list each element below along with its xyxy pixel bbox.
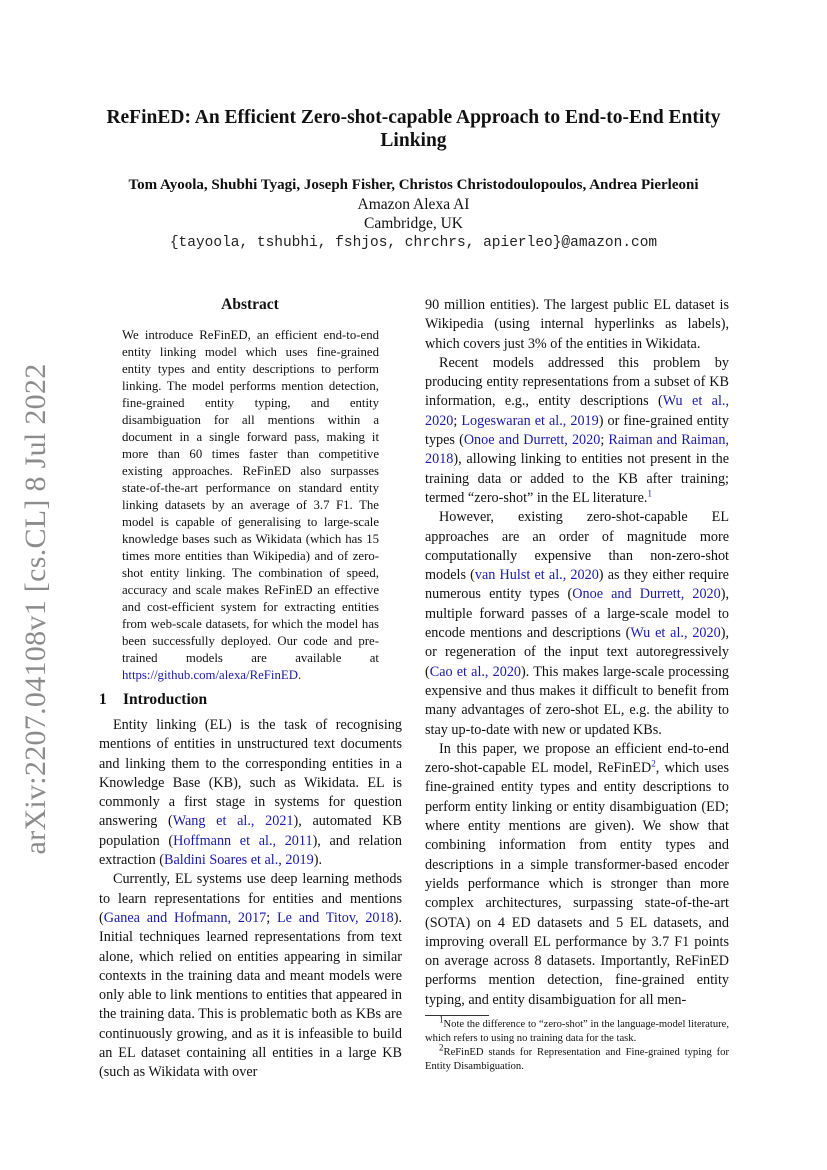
footnote-mark: 2 bbox=[439, 1042, 444, 1053]
abstract-body bbox=[122, 327, 379, 684]
abstract-text: We introduce ReFinED, an efficient end-to-end entity linking model which uses fine-grained entity types and entity descriptions to perform linking. The model performs mention detection, fine-grained entity typing, and entity disambiguation for all mentions within a document in a single forward pass, making it more than 60 times faster than competitive existing approaches. ReFinED also surpasses state-of-the-art performance on standard entity linking datasets by an average of 3.7 F1. The model is capable of generalising to large-scale knowledge bases such as Wikidata (which has 15 times more entities than Wikipedia) and of zero-shot entity linking. The combination of speed, accuracy and scale makes ReFinED an effective and cost-efficient system for extracting entities from web-scale datasets, for which the model has been successfully deployed. Our code and pre-trained models are available at bbox=[122, 328, 379, 665]
left-column bbox=[99, 716, 402, 1083]
citation-link[interactable]: Wu et al., 2020 bbox=[425, 393, 729, 429]
section-number: 1 bbox=[99, 691, 107, 708]
abstract-heading: Abstract bbox=[221, 296, 279, 313]
footnote-text: Note the difference to “zero-shot” in the language-model literature, which refers to using no training data for the task. bbox=[425, 1019, 729, 1044]
text-span: ), multiple forward passes of a large-scale model to encode mentions and descriptions ( bbox=[425, 586, 730, 642]
affiliation-org: Amazon Alexa AI bbox=[357, 196, 470, 213]
text-span: ), allowing linking to entities not present in the training data or added to the KB after training; termed “zero-shot” in the EL literature. bbox=[425, 451, 729, 506]
citation-link[interactable]: Wu et al., 2020 bbox=[630, 625, 721, 642]
text-span: Entity linking (EL) is the task of recognising mentions of entities in unstructured text documents and linking them to the corresponding entities in a Knowledge Base (KB), such as Wikidata. EL is commonly a first stage in systems for question answering ( bbox=[99, 717, 402, 830]
intro-paragraph-3: 90 million entities). The largest public EL dataset is Wikipedia (using internal hyperlinks as labels), which covers just 3% of the entities in Wikidata. bbox=[425, 297, 729, 352]
text-span: ). bbox=[313, 852, 323, 869]
text-span: ; bbox=[453, 412, 462, 429]
text-span: ). Initial techniques learned representations from text alone, which relied on entities appearing in similar contexts in the training data and meant models were only able to link mentions to entities that appeared in the training data. This is problematic both as KBs are continuously growing, and as it is infeasible to build an EL dataset containing all entities in a large KB (such as Wikidata with over bbox=[99, 909, 402, 1081]
text-span: , which uses fine-grained entity types and entity descriptions to perform entity linking or entity disambiguation (ED; where entity mentions are given). We show that combining information from entity types and descriptions in a simple transformer-based encoder yields performance which is stronger than more complex architectures, surpassing state-of-the-art (SOTA) on 4 ED datasets and 5 EL datasets, and improving overall EL performance by 3.7 F1 points on average across 8 datasets. Importantly, ReFinED performs mention detection, fine-grained entity typing, and entity disambiguation for all men- bbox=[425, 760, 729, 1008]
text-span: ), automated KB population ( bbox=[99, 813, 402, 849]
citation-link[interactable]: Onoe and Durrett, 2020 bbox=[572, 586, 721, 603]
right-column bbox=[425, 296, 729, 1010]
text-span: In this paper, we propose an efficient end-to-end zero-shot-capable EL model, ReFinED bbox=[425, 740, 729, 777]
text-span: Currently, EL systems use deep learning methods to learn representations for entities and mentions ( bbox=[99, 871, 402, 926]
footnote-ref-1[interactable]: 1 bbox=[647, 488, 652, 499]
text-span: ) or fine-grained entity types ( bbox=[425, 412, 729, 449]
text-span: ; bbox=[266, 909, 277, 926]
intro-paragraph-4 bbox=[425, 354, 729, 508]
citation-link[interactable]: Hoffmann et al., 2011 bbox=[173, 832, 313, 849]
affiliation-location: Cambridge, UK bbox=[363, 215, 463, 232]
intro-paragraph-1 bbox=[99, 716, 402, 870]
text-span: However, existing zero-shot-capable EL approaches are an order of magnitude more computationally expensive than non-zero-shot models ( bbox=[425, 509, 729, 584]
section-heading-introduction bbox=[99, 691, 207, 709]
intro-paragraph-5 bbox=[425, 508, 729, 740]
arxiv-stamp bbox=[14, 363, 58, 855]
github-link[interactable]: https://github.com/alexa/ReFinED bbox=[122, 668, 298, 682]
arxiv-stamp-text: arXiv:2207.04108v1 [cs.CL] 8 Jul 2022 bbox=[19, 363, 52, 855]
citation-link[interactable]: Baldini Soares et al., 2019 bbox=[164, 852, 314, 869]
footnote-rule bbox=[425, 1015, 489, 1016]
author-list: Tom Ayoola, Shubhi Tyagi, Joseph Fisher, Christos Christodoulopoulos, Andrea Pierleoni bbox=[128, 177, 699, 193]
paper-title: ReFinED: An Efficient Zero-shot-capable Approach to End-to-End Entity Linking bbox=[106, 107, 721, 151]
text-span: ), or regeneration of the input text autoregressively ( bbox=[425, 625, 729, 680]
citation-link[interactable]: Raiman and Raiman, 2018 bbox=[425, 432, 729, 468]
text-span: ). This makes large-scale processing expensive and thus makes it difficult to benefit from many advantages of zero-shot EL, e.g. the ability to stay up-to-date with new or updated KBs. bbox=[425, 663, 729, 738]
intro-paragraph-6 bbox=[425, 740, 729, 1010]
footnote-ref-2[interactable]: 2 bbox=[651, 758, 656, 769]
footnote-2 bbox=[425, 1042, 729, 1073]
citation-link[interactable]: Le and Titov, 2018 bbox=[276, 909, 394, 926]
text-span: ; bbox=[600, 432, 609, 449]
footnote-1 bbox=[425, 1014, 729, 1045]
footnote-mark: 1 bbox=[439, 1014, 444, 1025]
abstract-end: . bbox=[297, 668, 302, 682]
text-span: ), and relation extraction ( bbox=[99, 832, 402, 869]
citation-link[interactable]: Logeswaran et al., 2019 bbox=[461, 412, 599, 429]
text-span: Recent models addressed this problem by producing entity representations from a subset of KB information, e.g., entity descriptions ( bbox=[425, 354, 729, 410]
author-emails: {tayoola, tshubhi, fshjos, chrchrs, apierleo}@amazon.com bbox=[169, 235, 658, 251]
section-title: Introduction bbox=[123, 691, 208, 708]
text-span: ) as they either require numerous entity types ( bbox=[425, 567, 729, 603]
citation-link[interactable]: Wang et al., 2021 bbox=[172, 813, 294, 830]
intro-paragraph-2 bbox=[99, 870, 402, 1082]
citation-link[interactable]: Cao et al., 2020 bbox=[429, 663, 522, 680]
footnote-text: ReFinED stands for Representation and Fine-grained typing for Entity Disambiguation. bbox=[425, 1047, 729, 1072]
citation-link[interactable]: Onoe and Durrett, 2020 bbox=[463, 432, 601, 449]
citation-link[interactable]: Ganea and Hofmann, 2017 bbox=[103, 909, 267, 926]
citation-link[interactable]: van Hulst et al., 2020 bbox=[474, 567, 599, 584]
